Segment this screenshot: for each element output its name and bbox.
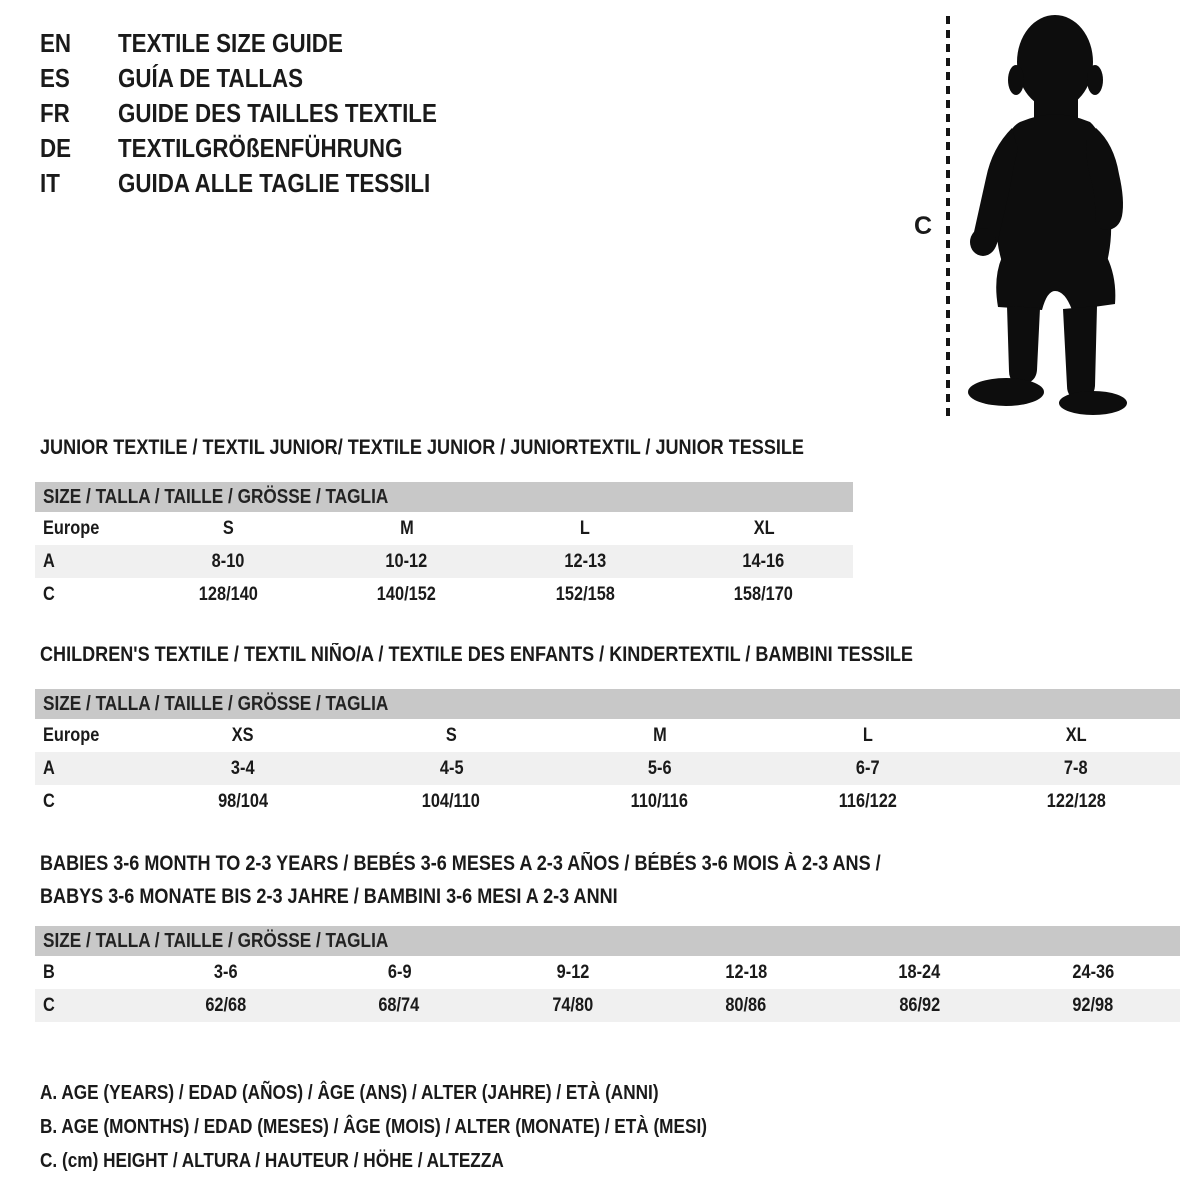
size-band [35,689,1180,719]
language-list [40,26,489,201]
row-label: C [43,583,55,605]
size-cell: S [222,517,234,539]
language-code: ES [40,63,70,93]
size-cell: 158/170 [734,583,794,605]
language-code: EN [40,28,72,58]
table-row [35,752,1180,785]
language-row [40,131,489,166]
language-title: TEXTILGRÖßENFÜHRUNG [118,133,403,163]
section-title-junior [40,431,928,464]
language-row [40,96,489,131]
language-row [40,61,489,96]
language-title: GUIDA ALLE TAGLIE TESSILI [118,168,431,198]
size-cell: XS [232,724,254,746]
size-band-label: SIZE / TALLA / TAILLE / GRÖSSE / TAGLIA [43,692,389,715]
size-table-children [35,689,1180,818]
language-row [40,26,489,61]
size-cell: 3-6 [213,961,238,983]
size-band [35,926,1180,956]
size-table-babies [35,926,1180,1022]
size-cell: 10-12 [385,550,428,572]
height-measure-line [946,16,950,416]
legend-line [40,1144,816,1178]
section-title-babies [40,847,1018,913]
size-cell: 4-5 [439,757,464,779]
legend-text: A. AGE (YEARS) / EDAD (AÑOS) / ÂGE (ANS) / ALTER (JAHRE) / ETÀ (ANNI) [40,1081,659,1104]
size-cell: 6-9 [387,961,412,983]
size-cell: 62/68 [205,994,247,1016]
measure-label-c: C [914,212,933,240]
legend-text: B. AGE (MONTHS) / EDAD (MESES) / ÂGE (MOIS) / ALTER (MONATE) / ETÀ (MESI) [40,1115,707,1138]
size-cell: XL [753,517,775,539]
size-cell: 9-12 [556,961,590,983]
legend [40,1076,816,1178]
section-title-line: CHILDREN'S TEXTILE / TEXTIL NIÑO/A / TEXTILE DES ENFANTS / KINDERTEXTIL / BAMBINI TESSILE [40,643,913,666]
legend-text: C. (cm) HEIGHT / ALTURA / HAUTEUR / HÖHE / ALTEZZA [40,1149,504,1172]
size-cell: 122/128 [1046,790,1106,812]
size-cell: 68/74 [378,994,420,1016]
language-title: TEXTILE SIZE GUIDE [118,28,343,58]
section-title-line: JUNIOR TEXTILE / TEXTIL JUNIOR/ TEXTILE JUNIOR / JUNIORTEXTIL / JUNIOR TESSILE [40,436,804,459]
language-row [40,166,489,201]
size-cell: L [862,724,873,746]
size-cell: M [399,517,414,539]
toddler-silhouette-icon [960,10,1140,420]
size-cell: 8-10 [211,550,245,572]
size-cell: 140/152 [377,583,437,605]
size-cell: 104/110 [422,790,481,812]
size-cell: 128/140 [198,583,258,605]
size-cell: 74/80 [552,994,594,1016]
section-title-line: BABYS 3-6 MONATE BIS 2-3 JAHRE / BAMBINI 3-6 MESI A 2-3 ANNI [40,885,618,908]
section-title-line: BABIES 3-6 MONTH TO 2-3 YEARS / BEBÉS 3-6 MESES A 2-3 AÑOS / BÉBÉS 3-6 MOIS À 2-3 ANS / [40,852,881,875]
table-row [35,989,1180,1022]
language-title: GUIDE DES TAILLES TEXTILE [118,98,437,128]
size-cell: 98/104 [218,790,269,812]
size-cell: 7-8 [1064,757,1088,779]
legend-line [40,1110,816,1144]
table-row [35,785,1180,818]
size-cell: 86/92 [899,994,941,1016]
size-cell: L [580,517,591,539]
size-cell: 152/158 [555,583,615,605]
size-band-label: SIZE / TALLA / TAILLE / GRÖSSE / TAGLIA [43,929,389,952]
row-label: Europe [43,724,100,746]
size-cell: 14-16 [742,550,785,572]
size-cell: 12-18 [725,961,768,983]
size-band-label: SIZE / TALLA / TAILLE / GRÖSSE / TAGLIA [43,485,389,508]
size-cell: M [652,724,667,746]
size-cell: 24-36 [1072,961,1115,983]
size-cell: 5-6 [647,757,672,779]
size-cell: 3-4 [231,757,255,779]
size-cell: 116/122 [838,790,897,812]
table-row [35,512,853,545]
table-row [35,578,853,611]
size-cell: XL [1065,724,1087,746]
size-cell: 92/98 [1072,994,1114,1016]
row-label: A [43,757,55,779]
size-cell: 80/86 [725,994,767,1016]
row-label: A [43,550,55,572]
table-row [35,545,853,578]
size-table-junior [35,482,853,611]
size-cell: S [445,724,457,746]
size-cell: 12-13 [564,550,607,572]
language-code: DE [40,133,72,163]
legend-line [40,1076,816,1110]
row-label: B [43,961,55,983]
row-label: C [43,994,55,1016]
size-cell: 18-24 [898,961,941,983]
language-code: IT [40,168,60,198]
size-band [35,482,853,512]
row-label: C [43,790,55,812]
section-title-children [40,638,1055,671]
table-row [35,719,1180,752]
language-title: GUÍA DE TALLAS [118,63,304,93]
size-cell: 110/116 [630,790,689,812]
table-row [35,956,1180,989]
language-code: FR [40,98,70,128]
row-label: Europe [43,517,100,539]
size-cell: 6-7 [855,757,880,779]
